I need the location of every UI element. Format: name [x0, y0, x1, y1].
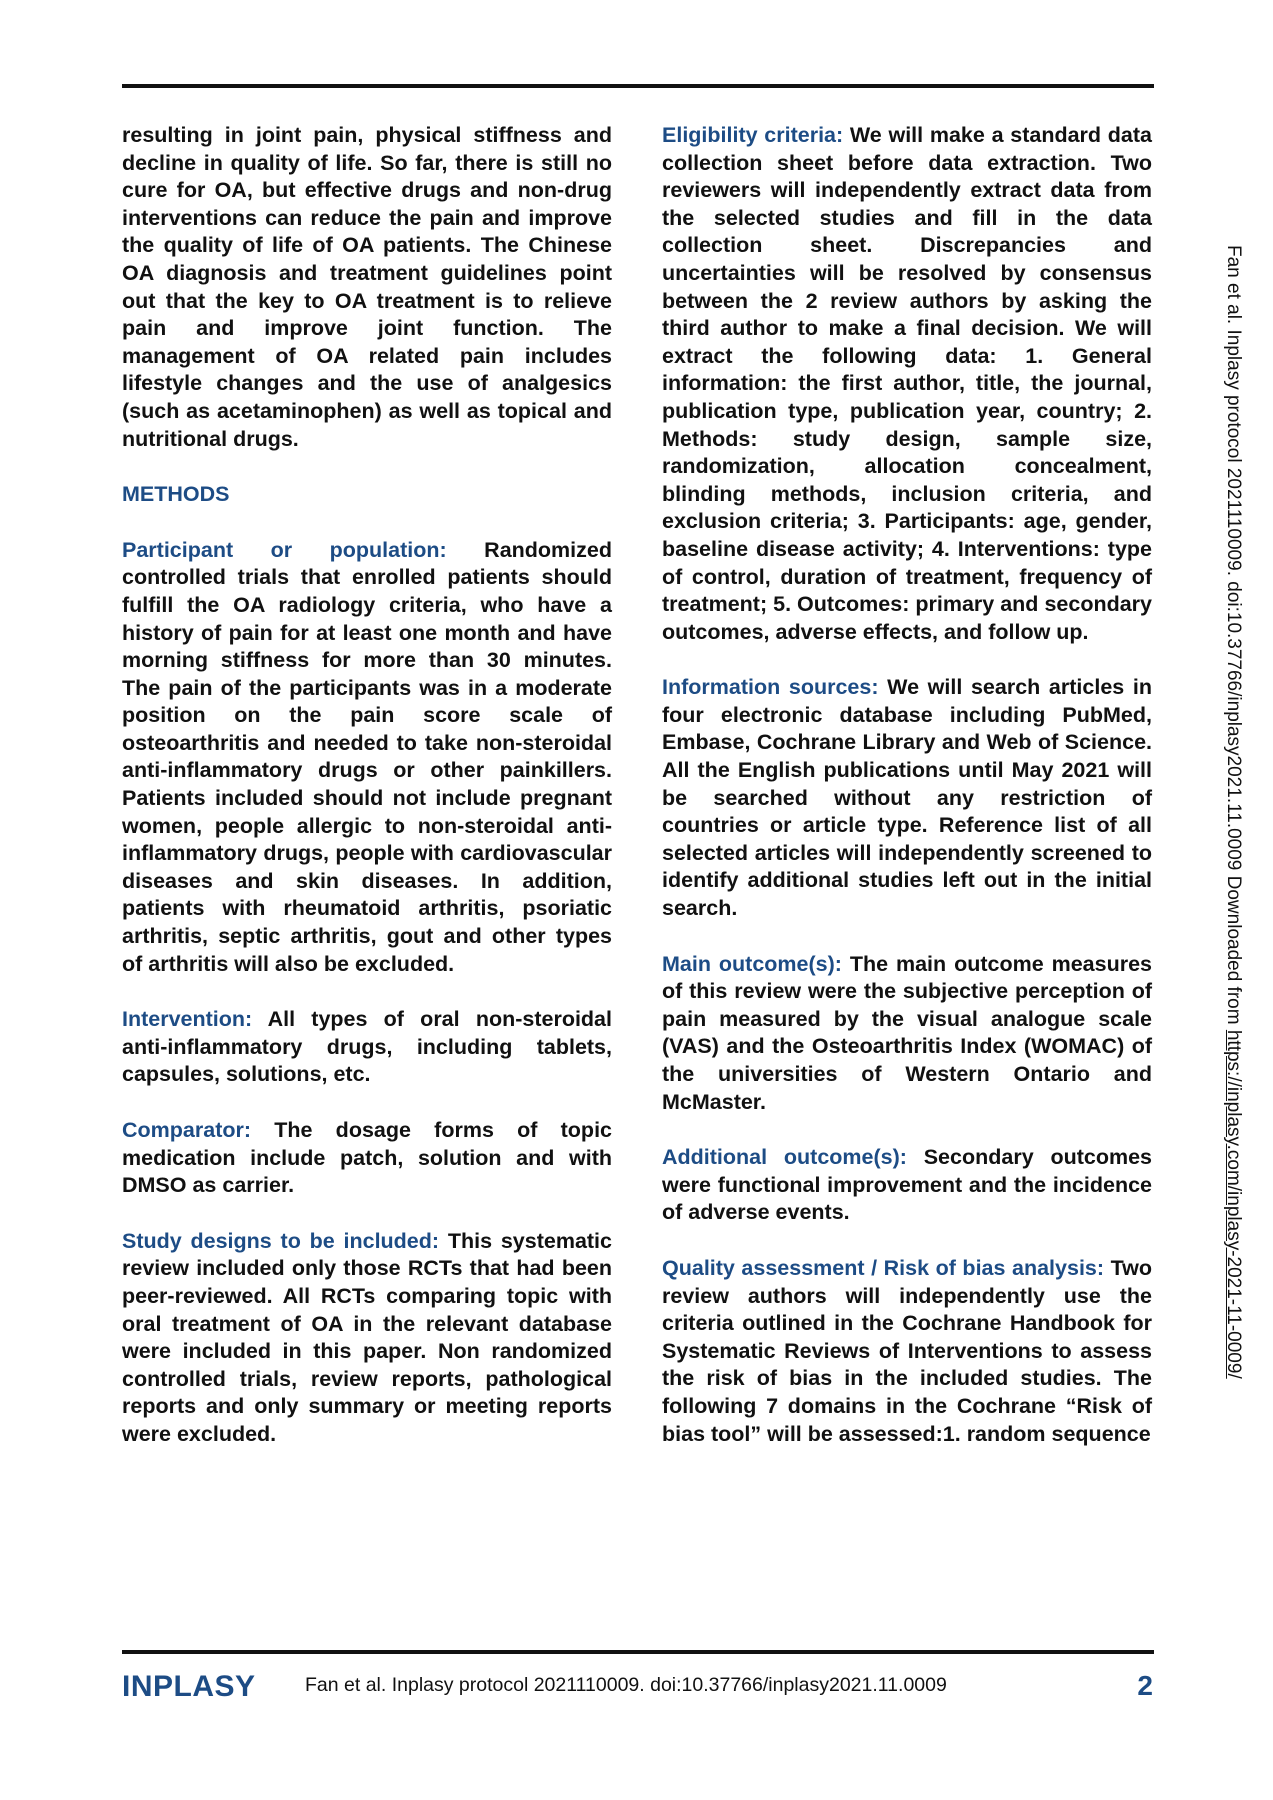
section-label: Main outcome(s): [662, 951, 842, 976]
section-text: Randomized controlled trials that enrolled patients should fulfill the OA radiology criteria, who have a history of pain for at least one month and have morning stiffness for more than 30 minutes. The pain of the participants was in a moderate position on the pain score scale of osteoarthritis and needed to take non-steroidal anti-inflammatory drugs or other painkillers. Patients included should not include pregnant women, people allergic to non-steroidal anti-inflammatory drugs, people with cardiovascular diseases and skin diseases. In addition, patients with rheumatoid arthritis, psoriatic arthritis, septic arthritis, gout and other types of arthritis will also be excluded. [122, 537, 612, 976]
section-label: Information sources: [662, 675, 879, 700]
bottom-rule [122, 1650, 1154, 1654]
section-eligibility [662, 122, 1152, 646]
page-number: 2 [1137, 1670, 1153, 1701]
section-intervention [122, 1006, 612, 1089]
section-text: Two review authors will independently use the criteria outlined in the Cochrane Handbook for Systematic Reviews of Interventions to assess the risk of bias in the included studies. The following 7 domains in the Cochrane “Risk of bias tool” will be assessed:1. random sequence [662, 1255, 1152, 1446]
section-text: We will search articles in four electronic database including PubMed, Embase, Cochrane Library and Web of Science. All the English publications until May 2021 will be searched without any restriction of countries or article type. Reference list of all selected articles will independently screened to identify additional studies left out in the initial search. [662, 675, 1152, 921]
section-main-outcomes [662, 951, 1152, 1117]
section-label: Participant or population: [122, 537, 447, 562]
section-text: The dosage forms of topic medication include patch, solution and with DMSO as carrier. [122, 1118, 612, 1198]
section-text: All types of oral non-steroidal anti-inflammatory drugs, including tablets, capsules, solutions, etc. [122, 1007, 612, 1087]
section-text: We will make a standard data collection sheet before data extraction. Two reviewers will independently extract data from the selected studies and fill in the data collection sheet. Discrepancies and uncertainties will be resolved by consensus between the 2 review authors by asking the third author to make a final decision. We will extract the following data: 1. General information: the first author, title, the journal, publication type, publication year, country; 2. Methods: study design, sample size, randomization, allocation concealment, blinding methods, inclusion criteria, and exclusion criteria; 3. Participants: age, gender, baseline disease activity; 4. Interventions: type of control, duration of treatment, frequency of treatment; 5. Outcomes: primary and secondary outcomes, adverse effects, and follow up. [662, 123, 1152, 644]
section-label: Comparator: [122, 1118, 252, 1142]
section-label: Additional outcome(s): [662, 1145, 907, 1170]
sidebar-download-link[interactable]: https://inplasy.com/inplasy-2021-11-0009/ [1223, 1029, 1244, 1379]
section-label: Eligibility criteria: [662, 123, 844, 147]
section-text: Secondary outcomes were functional improvement and the incidence of adverse events. [662, 1145, 1152, 1225]
download-sidebar [1222, 245, 1244, 1379]
sidebar-text: Fan et al. Inplasy protocol 2021110009. doi:10.37766/inplasy2021.11.0009 Downloaded from [1223, 245, 1244, 1030]
intro-paragraph: resulting in joint pain, physical stiffness and decline in quality of life. So far, there is still no cure for OA, but effective drugs and non-drug interventions can reduce the pain and improve the quality of life of OA patients. The Chinese OA diagnosis and treatment guidelines point out that the key to OA treatment is to relieve pain and improve joint function. The management of OA related pain includes lifestyle changes and the use of analgesics (such as acetaminophen) as well as topical and nutritional drugs. [122, 123, 612, 451]
right-column [662, 122, 1152, 1448]
section-text: The main outcome measures of this review were the subjective perception of pain measured by the visual analogue scale (VAS) and the Osteoarthritis Index (WOMAC) of the universities of Western Ontario and McMaster. [662, 951, 1152, 1114]
methods-heading: METHODS [122, 482, 230, 507]
footer-brand-logo: INPLASY [122, 1670, 256, 1703]
section-text: This systematic review included only those RCTs that had been peer-reviewed. All RCTs comparing topic with oral treatment of OA in the relevant database were included in this paper. Non randomized controlled trials, review reports, pathological reports and only summary or meeting reports were excluded. [122, 1228, 612, 1446]
footer-citation: Fan et al. Inplasy protocol 2021110009. doi:10.37766/inplasy2021.11.0009 [305, 1674, 947, 1696]
section-label: Intervention: [122, 1007, 253, 1032]
top-rule [122, 84, 1154, 88]
section-study-designs [122, 1228, 612, 1449]
section-participant [122, 537, 612, 979]
section-label: Study designs to be included: [122, 1228, 440, 1253]
section-label: Quality assessment / Risk of bias analysis: [662, 1255, 1105, 1280]
section-information-sources [662, 674, 1152, 922]
left-column [122, 122, 612, 1477]
section-comparator [122, 1117, 612, 1200]
section-additional-outcomes [662, 1144, 1152, 1227]
section-quality-assessment [662, 1255, 1152, 1448]
